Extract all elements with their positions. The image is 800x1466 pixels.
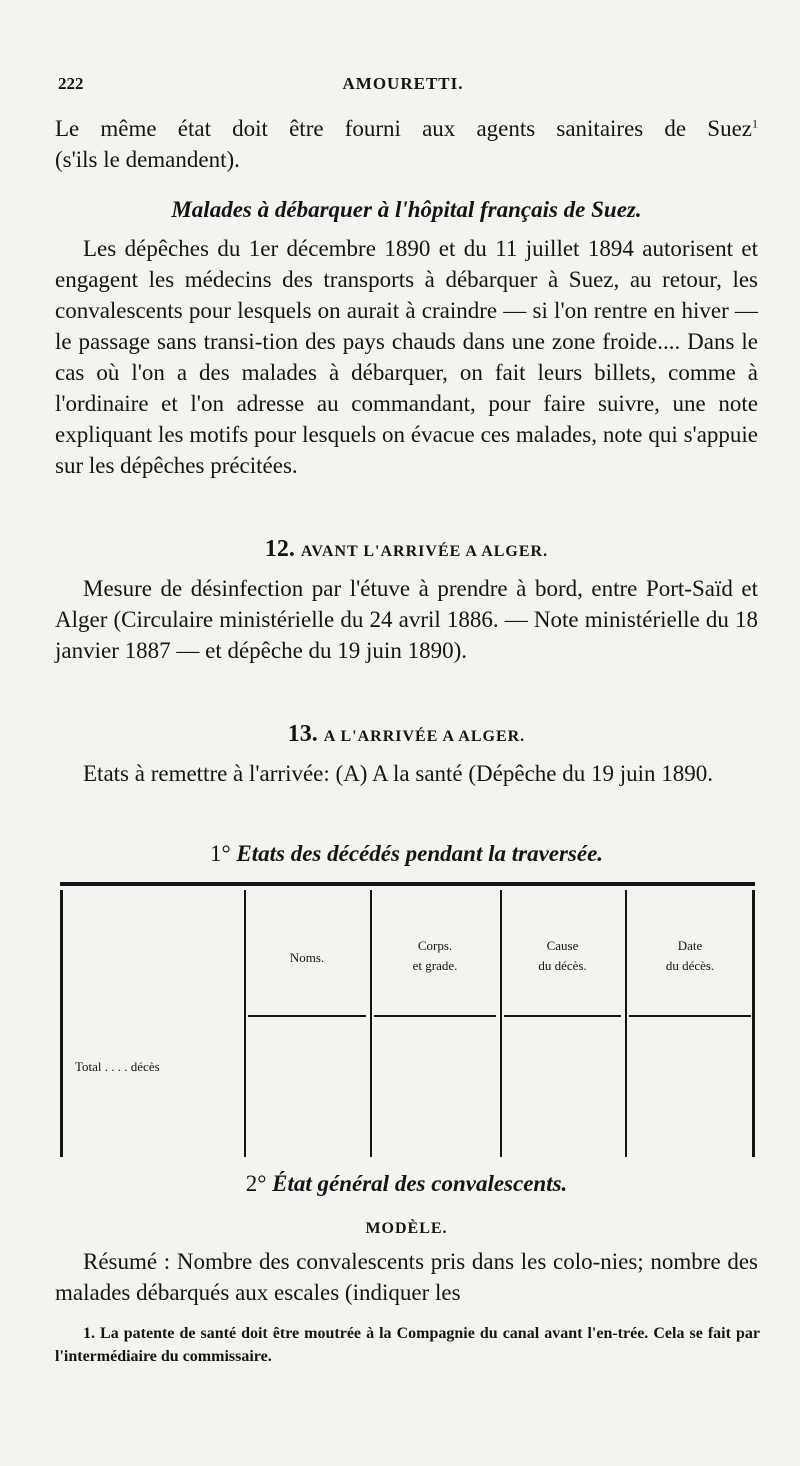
running-title: AMOURETTI. [342,74,464,93]
header-corps: Corps. et grade. [412,938,458,973]
paragraph-intro [55,113,758,175]
paragraph-desinfection: Mesure de désinfection par l'étuve à prendre à bord, entre Port-Saïd et Alger (Circulaire ministérielle du 24 avril 1886. — Note ministérielle du 18 janvier 1887 — et dépêche du 19 juin 1890). [55,576,758,663]
heading-convalescents [55,1168,758,1199]
heading-convalescents-number: 2° [245,1171,267,1196]
table-col-divider [625,890,627,1157]
section-12-number: 12. [264,536,295,562]
section-12-heading [55,533,758,567]
table-col-divider [500,890,502,1157]
page-header [58,74,748,102]
total-deces-label: Total . . . . décès [75,1059,160,1074]
table-left-border [60,890,63,1157]
heading-decedes [55,838,758,869]
header-noms: Noms. [289,950,325,965]
section-13-heading [55,718,758,752]
table-top-rule [60,882,755,886]
paragraph-etats: Etats à remettre à l'arrivée: (A) A la santé (Dépêche du 19 juin 1890. [83,761,714,786]
intro-line-2: (s'ils le demandent). [55,147,240,172]
page-number: 222 [58,74,84,93]
table-col-divider [244,890,246,1157]
table-right-border [752,890,755,1157]
paragraph-resume: Résumé : Nombre des convalescents pris dans les colo-nies; nombre des malades débarqués aux escales (indiquer les [55,1249,758,1305]
heading-convalescents-title: État général des convalescents. [272,1171,568,1196]
table-col-divider [370,890,372,1157]
heading-decedes-number: 1° [209,841,231,866]
section-13-title: A L'ARRIVÉE A ALGER. [323,728,526,745]
heading-suez: Malades à débarquer à l'hôpital français de Suez. [171,197,642,222]
paragraph-suez: Les dépêches du 1er décembre 1890 et du 11 juillet 1894 autorisent et engagent les médecins des transports à débarquer à Suez, au retour, les convalescents pour lesquels on aurait à craindre — si l'on rentre en hiver — le passage sans transi-tion des pays chauds dans une zone froide.... Dans le cas où l'on a des malades à débarquer, on fait leurs billets, comme à l'ordinaire et l'on adresse au commandant, pour faire suivre, une note expliquant les motifs pour lesquels on évacue ces malades, note qui s'appuie sur les dépêches précitées. [55,236,758,478]
footnote-mark: 1 [752,116,758,131]
table-header-rule [248,1015,366,1017]
deaths-table [60,882,755,1157]
table-header-rule [504,1015,621,1017]
footnote: 1. La patente de santé doit être moutrée à la Compagnie du canal avant l'en-trée. Cela se fait par l'intermédiaire du commissaire. [55,1325,760,1365]
modele-label: MODÈLE. [365,1220,448,1237]
header-cause: Cause du décès. [538,938,587,973]
table-header-rule [629,1015,751,1017]
table-header-rule [374,1015,496,1017]
intro-line-1: Le même état doit être fourni aux agents sanitaires de Suez$^1$ [55,116,758,141]
heading-decedes-title: Etats des décédés pendant la traversée. [236,841,604,866]
section-13-number: 13. [287,721,318,747]
section-12-title: AVANT L'ARRIVÉE A ALGER. [300,543,549,560]
header-date: Date du décès. [665,938,715,973]
